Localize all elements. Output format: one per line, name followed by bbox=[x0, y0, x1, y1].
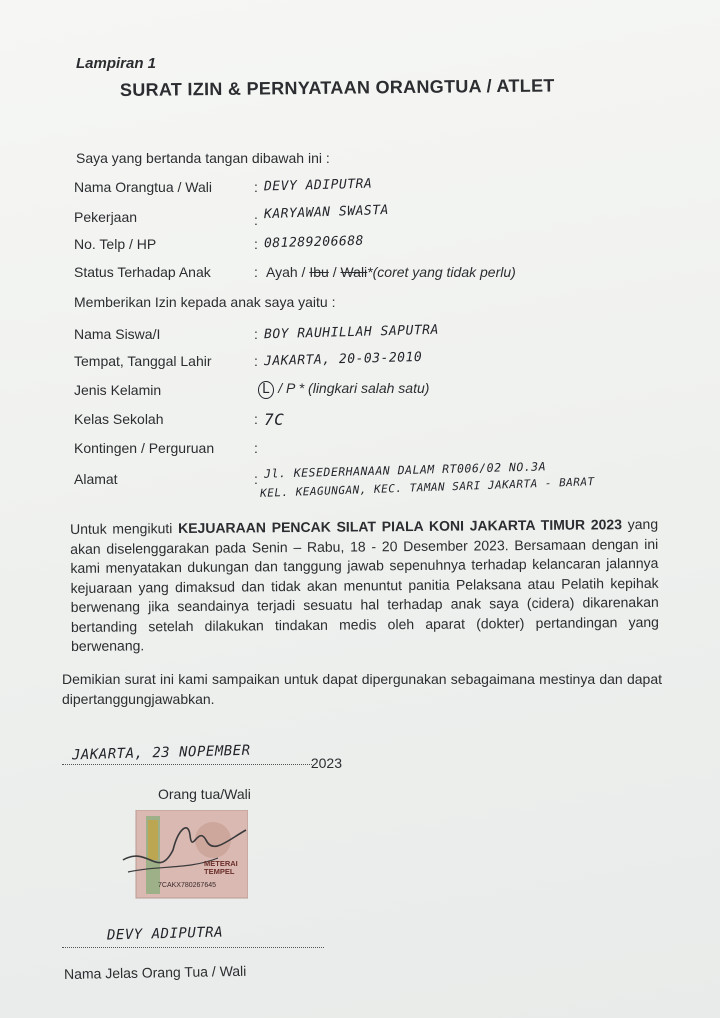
signer-role: Orang tua/Wali bbox=[158, 786, 251, 802]
statement-paragraph: Untuk mengikuti KEJUARAAN PENCAK SILAT PIALA KONI JAKARTA TIMUR 2023 yang akan diselenggarakan pada Senin – Rabu, 18 - 20 Desember 2023. Bersamaan dengan ini kami menyatakan dukungan dan tanggung jawab sepenuhnya terhadap kelancaran jalannya kejuaraan yang dimaksud dan tidak akan menuntut panitia Pelaksana atau Pelatih kepihak berwenang jika seandainya terjadi sesuatu hal terhadap anak saya (cidera) dikarenakan bertanding setelah dilakukan tindakan medis oleh aparat (dokter) pertandingan yang berwenang. bbox=[70, 515, 659, 654]
field-gender: Jenis Kelamin L / P * (lingkari salah satu) bbox=[74, 380, 430, 398]
field-label: Nama Siswa/I bbox=[74, 326, 161, 342]
field-occupation: Pekerjaan : KARYAWAN SWASTA bbox=[74, 202, 390, 228]
field-value-handwritten: BOY RAUHILLAH SAPUTRA bbox=[263, 322, 440, 343]
field-value-handwritten: 081289206688 bbox=[263, 233, 365, 252]
field-label: Tempat, Tanggal Lahir bbox=[74, 353, 212, 369]
field-value-handwritten: DEVY ADIPUTRA bbox=[263, 176, 373, 195]
field-label: Kelas Sekolah bbox=[74, 411, 164, 427]
struck-option-wali: Wali bbox=[340, 264, 368, 280]
field-label: Status Terhadap Anak bbox=[74, 264, 211, 280]
signer-name-field bbox=[62, 922, 324, 950]
field-label: No. Telp / HP bbox=[74, 236, 157, 252]
field-label: Jenis Kelamin bbox=[74, 382, 162, 398]
intro-text: Saya yang bertanda tangan dibawah ini : bbox=[76, 150, 330, 166]
address-line-2: KEL. KEAGUNGAN, KEC. TAMAN SARI JAKARTA - BARAT bbox=[259, 475, 595, 500]
field-phone: No. Telp / HP : 081289206688 bbox=[74, 233, 365, 252]
date-handwritten: JAKARTA, 23 NOPEMBER bbox=[71, 742, 251, 764]
date-line bbox=[62, 742, 342, 771]
stamp-serial: 7CAKX780267645 bbox=[158, 882, 216, 889]
gender-circled-option: L bbox=[258, 381, 274, 399]
field-label: Pekerjaan bbox=[74, 209, 138, 225]
meterai-stamp: METERAI TEMPEL 7CAKX780267645 bbox=[118, 810, 248, 900]
attachment-label: Lampiran 1 bbox=[76, 55, 157, 72]
field-class: Kelas Sekolah : 7C bbox=[74, 410, 285, 429]
field-status: Status Terhadap Anak : Ayah / Ibu / Wali*(coret yang tidak perlu) bbox=[74, 264, 516, 280]
field-value-handwritten: JAKARTA, 20-03-2010 bbox=[263, 349, 423, 370]
field-birth: Tempat, Tanggal Lahir : JAKARTA, 20-03-2010 bbox=[74, 349, 423, 370]
signer-name-handwritten: DEVY ADIPUTRA bbox=[106, 924, 224, 944]
address-line-1: Jl. KESEDERHANAAN DALAM RT006/02 NO.3A bbox=[263, 459, 547, 481]
field-label: Alamat bbox=[74, 471, 118, 487]
date-year: 2023 bbox=[310, 755, 342, 771]
document-title: SURAT IZIN & PERNYATAAN ORANGTUA / ATLET bbox=[119, 75, 555, 100]
field-label: Kontingen / Perguruan bbox=[74, 440, 215, 456]
field-value-handwritten: KARYAWAN SWASTA bbox=[263, 202, 390, 223]
field-parent-name: Nama Orangtua / Wali : DEVY ADIPUTRA bbox=[74, 176, 373, 195]
field-student-name: Nama Siswa/I : BOY RAUHILLAH SAPUTRA bbox=[74, 322, 440, 343]
closing-paragraph: Demikian surat ini kami sampaikan untuk dapat dipergunakan sebagaimana mestinya dan dapat dipertanggungjawabkan. bbox=[62, 671, 662, 707]
signer-name-label: Nama Jelas Orang Tua / Wali bbox=[63, 962, 247, 982]
child-intro-text: Memberikan Izin kepada anak saya yaitu : bbox=[74, 294, 336, 310]
field-value-handwritten: 7C bbox=[264, 410, 285, 429]
struck-option-ibu: Ibu bbox=[309, 264, 329, 280]
field-contingent: Kontingen / Perguruan : bbox=[74, 440, 258, 456]
event-name: KEJUARAAN PENCAK SILAT PIALA KONI JAKARTA TIMUR 2023 bbox=[177, 516, 623, 537]
field-label: Nama Orangtua / Wali bbox=[74, 179, 212, 195]
field-address: Alamat : Jl. KESEDERHANAAN DALAM RT006/02 NO.3A KEL. KEAGUNGAN, KEC. TAMAN SARI JAKARTA - BARAT bbox=[74, 459, 595, 500]
